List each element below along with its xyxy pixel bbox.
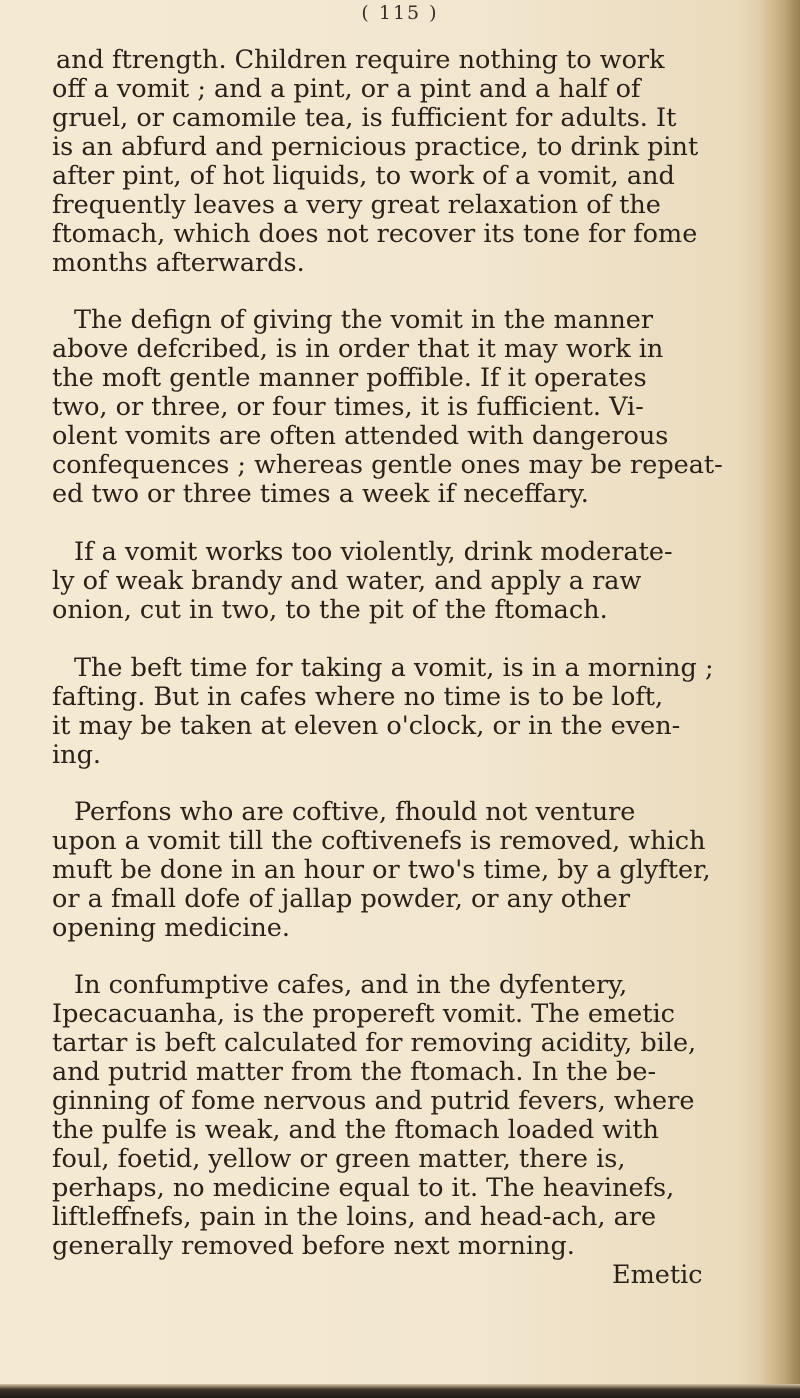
- page-bottom-edge: [0, 1384, 800, 1398]
- text-line: fafting. But in cafes where no time is to be loft,: [52, 682, 664, 712]
- text-line: the moft gentle manner poffible. If it operates: [52, 363, 647, 393]
- text-line: muft be done in an hour or two's time, by a glyfter,: [52, 855, 711, 885]
- text-line: the pulfe is weak, and the ftomach loaded with: [52, 1115, 659, 1145]
- text-line: it may be taken at eleven o'clock, or in the even-: [52, 711, 681, 741]
- text-line: after pint, of hot liquids, to work of a vomit, and: [52, 161, 675, 191]
- text-line: off a vomit ; and a pint, or a pint and a half of: [52, 74, 641, 104]
- text-line: upon a vomit till the coftivenefs is removed, which: [52, 826, 706, 856]
- text-line: generally removed before next morning.: [52, 1231, 575, 1261]
- text-line: and putrid matter from the ftomach. In the be-: [52, 1057, 657, 1087]
- text-line: frequently leaves a very great relaxation of the: [52, 190, 661, 220]
- text-line: gruel, or camomile tea, is fufficient for adults. It: [52, 103, 677, 133]
- text-line: and ftrength. Children require nothing to work: [56, 45, 665, 75]
- text-line: Ipecacuanha, is the propereft vomit. The emetic: [52, 999, 675, 1029]
- text-line: is an abfurd and pernicious practice, to drink pint: [52, 132, 699, 162]
- text-line: In confumptive cafes, and in the dyfentery,: [74, 970, 628, 1000]
- catchword: Emetic: [612, 1260, 703, 1290]
- text-line: The defign of giving the vomit in the manner: [74, 305, 654, 335]
- page-spine-shadow: [760, 0, 800, 1398]
- text-line: opening medicine.: [52, 913, 291, 943]
- text-line: liftleffnefs, pain in the loins, and head-ach, are: [52, 1202, 657, 1232]
- text-line: ly of weak brandy and water, and apply a raw: [52, 566, 642, 596]
- text-line: The beft time for taking a vomit, is in a morning ;: [74, 653, 714, 683]
- text-line: ed two or three times a week if neceffary.: [52, 479, 589, 509]
- text-line: two, or three, or four times, it is fufficient. Vi-: [52, 392, 644, 422]
- page-number: ( 115 ): [361, 2, 439, 24]
- text-line: ginning of fome nervous and putrid fevers, where: [52, 1086, 695, 1116]
- text-line: months afterwards.: [52, 248, 305, 278]
- text-line: tartar is beft calculated for removing acidity, bile,: [52, 1028, 697, 1058]
- text-line: foul, foetid, yellow or green matter, there is,: [52, 1144, 626, 1174]
- text-line: confequences ; whereas gentle ones may be repeat-: [52, 450, 723, 480]
- text-line: or a fmall dofe of jallap powder, or any other: [52, 884, 631, 914]
- text-line: ing.: [52, 740, 102, 770]
- text-line: olent vomits are often attended with dangerous: [52, 421, 669, 451]
- text-line: ftomach, which does not recover its tone for fome: [52, 219, 698, 249]
- text-line: Perfons who are coftive, fhould not venture: [74, 797, 636, 827]
- text-line: above defcribed, is in order that it may work in: [52, 334, 664, 364]
- text-line: perhaps, no medicine equal to it. The heavinefs,: [52, 1173, 675, 1203]
- text-line: onion, cut in two, to the pit of the ftomach.: [52, 595, 608, 625]
- text-line: If a vomit works too violently, drink moderate-: [74, 537, 673, 567]
